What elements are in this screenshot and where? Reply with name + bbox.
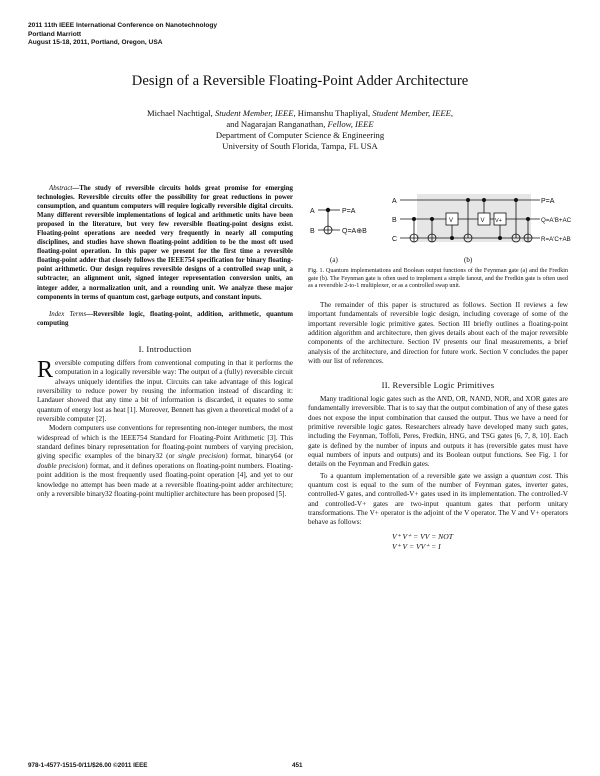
right-column <box>308 268 568 552</box>
author-line-2 <box>60 119 540 130</box>
figure-caption: Fig. 1. Quantum implementations and Boolean output functions of the Feynman gate (a) and the Fredkin gate (b). The Feynman gate is often used to implement a simple fanout, and the Fredkin gate is often used as a reversible 2-to-1 multiplexer, or as a controlled swap unit. <box>308 268 568 290</box>
equation-1: V⁺ V⁺ = VV = NOT <box>392 531 453 541</box>
department: Department of Computer Science & Engineering <box>215 130 385 140</box>
fredkin-input-b: B <box>392 217 397 224</box>
feynman-gate-diagram <box>318 208 340 234</box>
v-plus-gate-label: V+ <box>495 218 502 224</box>
author-1-name: Michael Nachtigal, <box>146 108 215 118</box>
feynman-input-b: B <box>310 228 315 235</box>
feynman-output-q: Q=A⊕B <box>342 228 367 235</box>
drop-cap: R <box>37 357 54 384</box>
figure-label-b: (b) <box>464 256 473 264</box>
s2-p2-text-a: To a quantum implementation of a reversible gate we assign a <box>320 471 512 480</box>
author-line-1 <box>60 108 540 119</box>
author-3-name: and Nagarajan Ranganathan, <box>226 119 328 129</box>
fredkin-output-r: R=A'C+AB <box>541 236 571 243</box>
abstract <box>37 184 293 302</box>
figure-1 <box>304 190 576 264</box>
author-1-role: Student Member, IEEE <box>214 108 294 118</box>
section-2-heading: II. Reversible Logic Primitives <box>381 379 495 390</box>
intro-p2-text-a: Modern computers use conventions for representing non-integer numbers, the most widespread of which is the IEEE754 Standard for Floating-Point Arithmetic [3]. This standard defines binary representation for floating-point numbers of varying precision, giving specific examples of the binary32 (or <box>37 424 293 461</box>
structure-paragraph: The remainder of this paper is structured as follows. Section II reviews a few important fundamentals of reversible logic design, including coverage of some of the important reversible logic primitive gates. Section III briefly outlines a floating-point addition algorithm and architecture, then gives details about each of the major reversible components of the architecture. Section IV presents our final measurements, a brief analysis of the architecture, and direction for future work. Section V concludes the paper with our list of references. <box>308 301 568 366</box>
fredkin-output-p: P=A <box>541 198 555 205</box>
intro-p2-text-b: ) format, binary64 (or <box>225 452 293 461</box>
intro-paragraph-2 <box>37 424 293 499</box>
intro-p2-text-c: ) format, and it defines operations on floating-point numbers. Floating-point addition is the most frequently used floating-point operation [4], and yet to our knowledge no attempt has been made at a reversible floating-point adder architecture; only a reversible binary32 floating-point multiplier architecture has been proposed [5]. <box>37 461 294 498</box>
conference-date: August 15-18, 2011, Portland, Oregon, USA <box>28 39 163 47</box>
conference-venue: Portland Marriott <box>28 30 82 38</box>
university: University of South Florida, Tampa, FL USA <box>222 141 378 151</box>
s2-p2-quantum-cost: quantum cost <box>511 471 551 480</box>
author-2-role: Student Member, IEEE <box>372 108 451 118</box>
conference-header <box>28 22 217 48</box>
footer-isbn: 978-1-4577-1515-0/11/$26.00 ©2011 IEEE <box>28 762 148 769</box>
author-2-name: Himanshu Thapliyal, <box>297 108 373 118</box>
s2-p2-text-b: . This quantum cost is equal to the sum of the number of Feynman gates, inverter gates, controlled-V gates, and controlled-V+ gates used in its implementation. The controlled-V and controlled-V+ gates are two-input quantum gates that perform unitary transformations. The V+ operator is the adjoint of the V operator. The V and V+ operators behave as follows: <box>308 471 568 527</box>
index-terms-label: Index Terms <box>49 310 87 318</box>
v-gate-label: V <box>480 218 485 224</box>
feynman-output-p: P=A <box>342 208 356 215</box>
intro-paragraph-1 <box>37 359 293 424</box>
fredkin-input-c: C <box>392 236 398 243</box>
index-terms <box>37 310 293 328</box>
page-number: 451 <box>292 762 303 769</box>
section-2-paragraph-1: Many traditional logic gates such as the AND, OR, NAND, NOR, and XOR gates are fundamentally irreversible. That is to say that the output combination of any of these gates does not expose the input combination that caused the output. Thus we have a need for primitive reversible logic gates. Researchers already have developed many such gates, including the Feynman, Toffoli, Peres, Fredkin, HNG, and TSG gates [6, 7, 8, 10]. Each gate is defined by the number of inputs and outputs it has (reversible gates must have equal numbers of inputs and outputs) and its Boolean output functions. See Fig. 1 for details on the Feynman and Fredkin gates. <box>308 394 568 469</box>
abstract-text: —The study of reversible circuits holds great promise for emerging technologies. Reversible circuits offer the possibility for great reductions in power consumption, and quantum computers will require logically reversible digital circuits. Many different reversible implementations of logical and arithmetic units have been proposed in the literature, but very few reversible floating-point designs exist. Floating-point operations are needed very frequently in nearly all computing disciplines, and studies have shown floating-point addition to be the most oft used floating-point operation. In this paper we present for the first time a reversible floating-point adder that closely follows the IEEE754 specification for binary floating-point arithmetic. Our design requires reversible designs of a controlled swap unit, a subtracter, an alignment unit, signed integer representation conversion units, an integer adder, a normalization unit, and a rounding unit. We analyze these major components in terms of quantum cost, garbage outputs, and constant inputs. <box>37 185 293 301</box>
fredkin-output-q: Q=A'B+AC <box>541 217 572 224</box>
paper-title: Design of a Reversible Floating-Point Adder Architecture <box>131 73 469 89</box>
equation-2: V⁺ V = VV⁺ = I <box>392 541 441 551</box>
intro-paragraph-1-text: eversible computing differs from conventional computing in that it performs the computation in a logically reversible way: The output of a (fully) reversible circuit always uniquely identifies the input. Circuits can take advantage of this logical reversibility to reduce power by reusing the information instead of discarding it: Landauer showed that any time a bit of information is discarded, it equates to some quantum of energy lost as heat [1]. Moreover, Bennett has given a theoretical model of a reversible computer [2]. <box>37 359 293 424</box>
author-block <box>60 108 540 152</box>
conference-name: 2011 11th IEEE International Conference on Nanotechnology <box>28 22 218 29</box>
fredkin-input-a: A <box>392 198 397 205</box>
author-3-role: Fellow, IEEE <box>327 119 374 129</box>
abstract-label: Abstract <box>49 185 73 192</box>
author-separator: , <box>293 108 298 118</box>
left-column <box>37 184 293 499</box>
section-1-heading: I. Introduction <box>138 343 192 354</box>
intro-p2-double: double precision <box>37 461 86 470</box>
intro-p2-single: single precision <box>178 452 226 461</box>
v-gate-label: V <box>449 218 454 224</box>
section-2-paragraph-2 <box>308 472 568 528</box>
index-terms-text: —Reversible logic, floating-point, addition, arithmetic, quantum computing <box>37 310 293 327</box>
figure-label-a: (a) <box>330 256 338 264</box>
author-separator: , <box>450 108 454 118</box>
feynman-input-a: A <box>310 208 315 215</box>
